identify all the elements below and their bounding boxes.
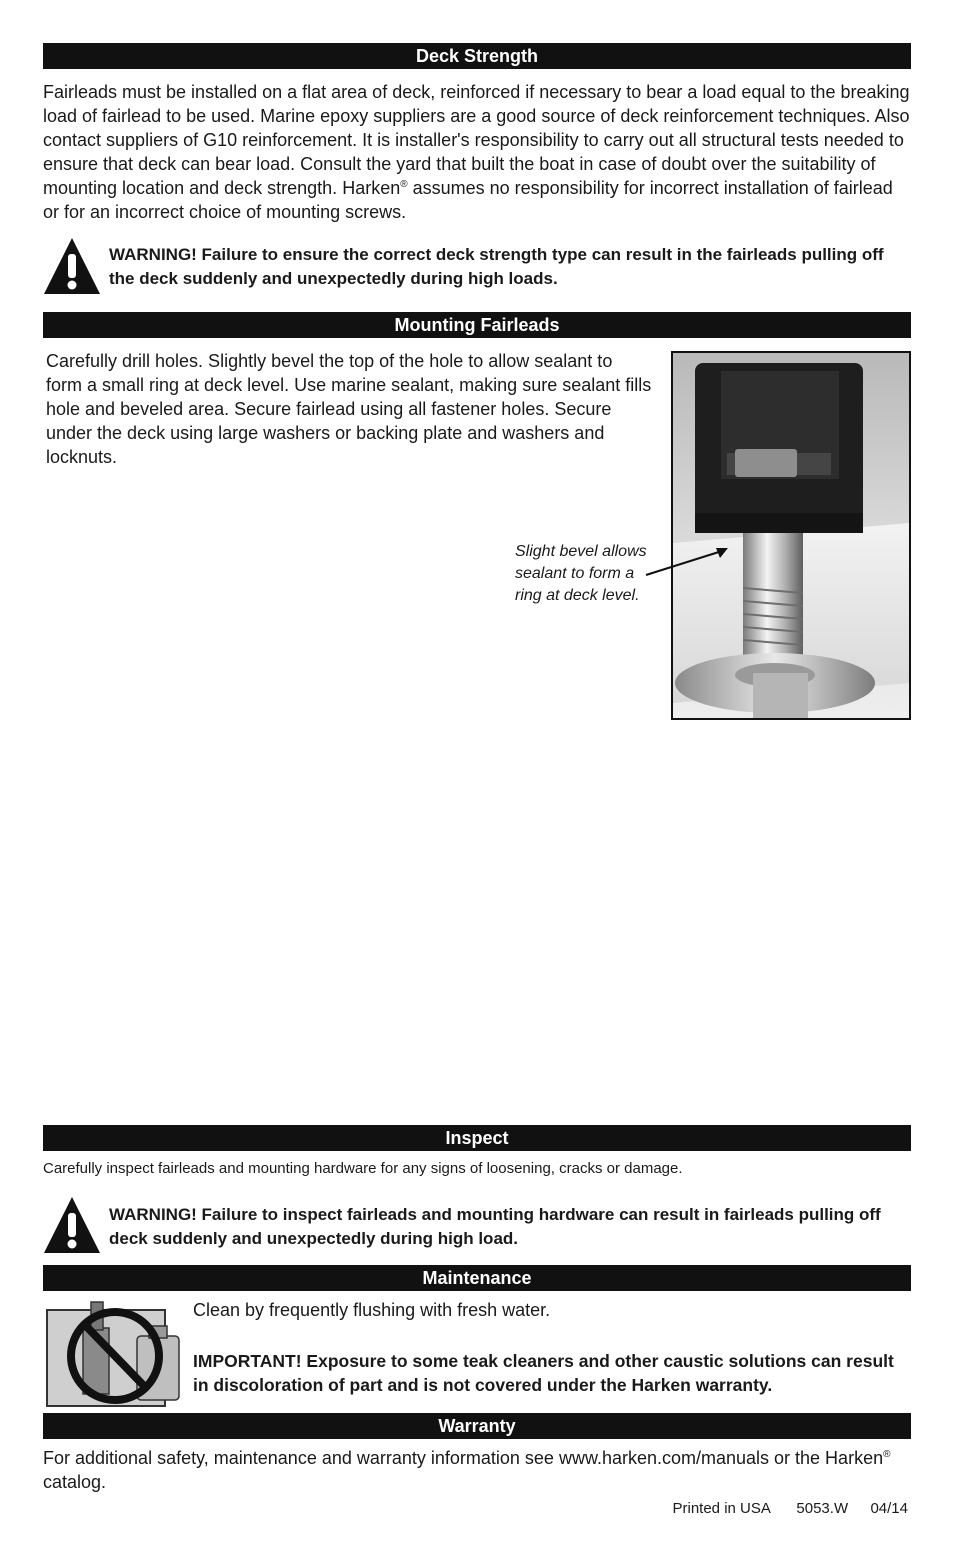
inspect-body: Carefully inspect fairleads and mounting hardware for any signs of loosening, cracks or damage. xyxy=(43,1160,683,1177)
footer-printed: Printed in USA xyxy=(672,1500,771,1517)
warning-triangle-icon xyxy=(43,236,101,296)
maintenance-body: Clean by frequently flushing with fresh water. xyxy=(193,1300,551,1320)
maintenance-heading: Maintenance xyxy=(43,1265,911,1291)
inspect-heading: Inspect xyxy=(43,1125,911,1151)
fairlead-photo-image xyxy=(673,353,909,718)
footer-date: 04/14 xyxy=(870,1500,908,1517)
bevel-callout: Slight bevel allows sealant to form a ring at deck level. xyxy=(515,543,647,604)
footer-code: 5053.W xyxy=(796,1500,849,1517)
deck-strength-body xyxy=(43,80,911,224)
registered-mark: ® xyxy=(883,1449,891,1460)
mounting-body: Carefully drill holes. Slightly bevel the top of the hole to allow sealant to form a small ring at deck level. Use marine sealant, making sure sealant fills hole and beveled area. Secure fairlead using all fastener holes. Secure under the deck using large washers or backing plate and washers and locknuts. xyxy=(46,351,652,467)
deck-strength-body-text: Fairleads must be installed on a flat area of deck, reinforced if necessary to bear a load equal to the breaking load of fairlead to be used. Marine epoxy suppliers are a good source of deck reinforcement techniques. Also contact suppliers of G10 reinforcement. It is installer's responsibility to carry out all structural tests needed to ensure that deck can bear load. Consult the yard that built the boat in case of doubt over the suitability of mounting location and deck strength. Harken xyxy=(43,82,910,198)
warranty-body-text: For additional safety, maintenance and warranty information see www.harken.com/manuals or the Harken xyxy=(43,1448,884,1468)
deck-strength-heading: Deck Strength xyxy=(43,43,911,69)
footer xyxy=(673,1499,909,1519)
warranty-body-text-end: catalog. xyxy=(43,1472,107,1492)
maintenance-important: IMPORTANT! Exposure to some teak cleaners and other caustic solutions can result in discoloration of part and is not covered under the Harken warranty. xyxy=(193,1351,894,1395)
deck-strength-warning: WARNING! Failure to ensure the correct deck strength type can result in the fairleads pulling off the deck suddenly and unexpectedly during high loads. xyxy=(109,245,884,288)
no-teak-cleaner-icon xyxy=(45,1298,185,1408)
warranty-body xyxy=(43,1446,911,1494)
warranty-heading: Warranty xyxy=(43,1413,911,1439)
deck-strength-body-text-end: assumes no responsibility for incorrect installation of fairlead or for an incorrect choice of mounting screws. xyxy=(43,178,893,222)
mounting-fairleads-heading: Mounting Fairleads xyxy=(43,312,911,338)
registered-mark: ® xyxy=(400,179,408,190)
fairlead-photo xyxy=(671,351,911,720)
inspect-warning: WARNING! Failure to inspect fairleads and mounting hardware can result in fairleads pulling off deck suddenly and unexpectedly during high load. xyxy=(109,1205,881,1248)
warning-triangle-icon xyxy=(43,1195,101,1255)
callout-arrow xyxy=(644,540,734,580)
